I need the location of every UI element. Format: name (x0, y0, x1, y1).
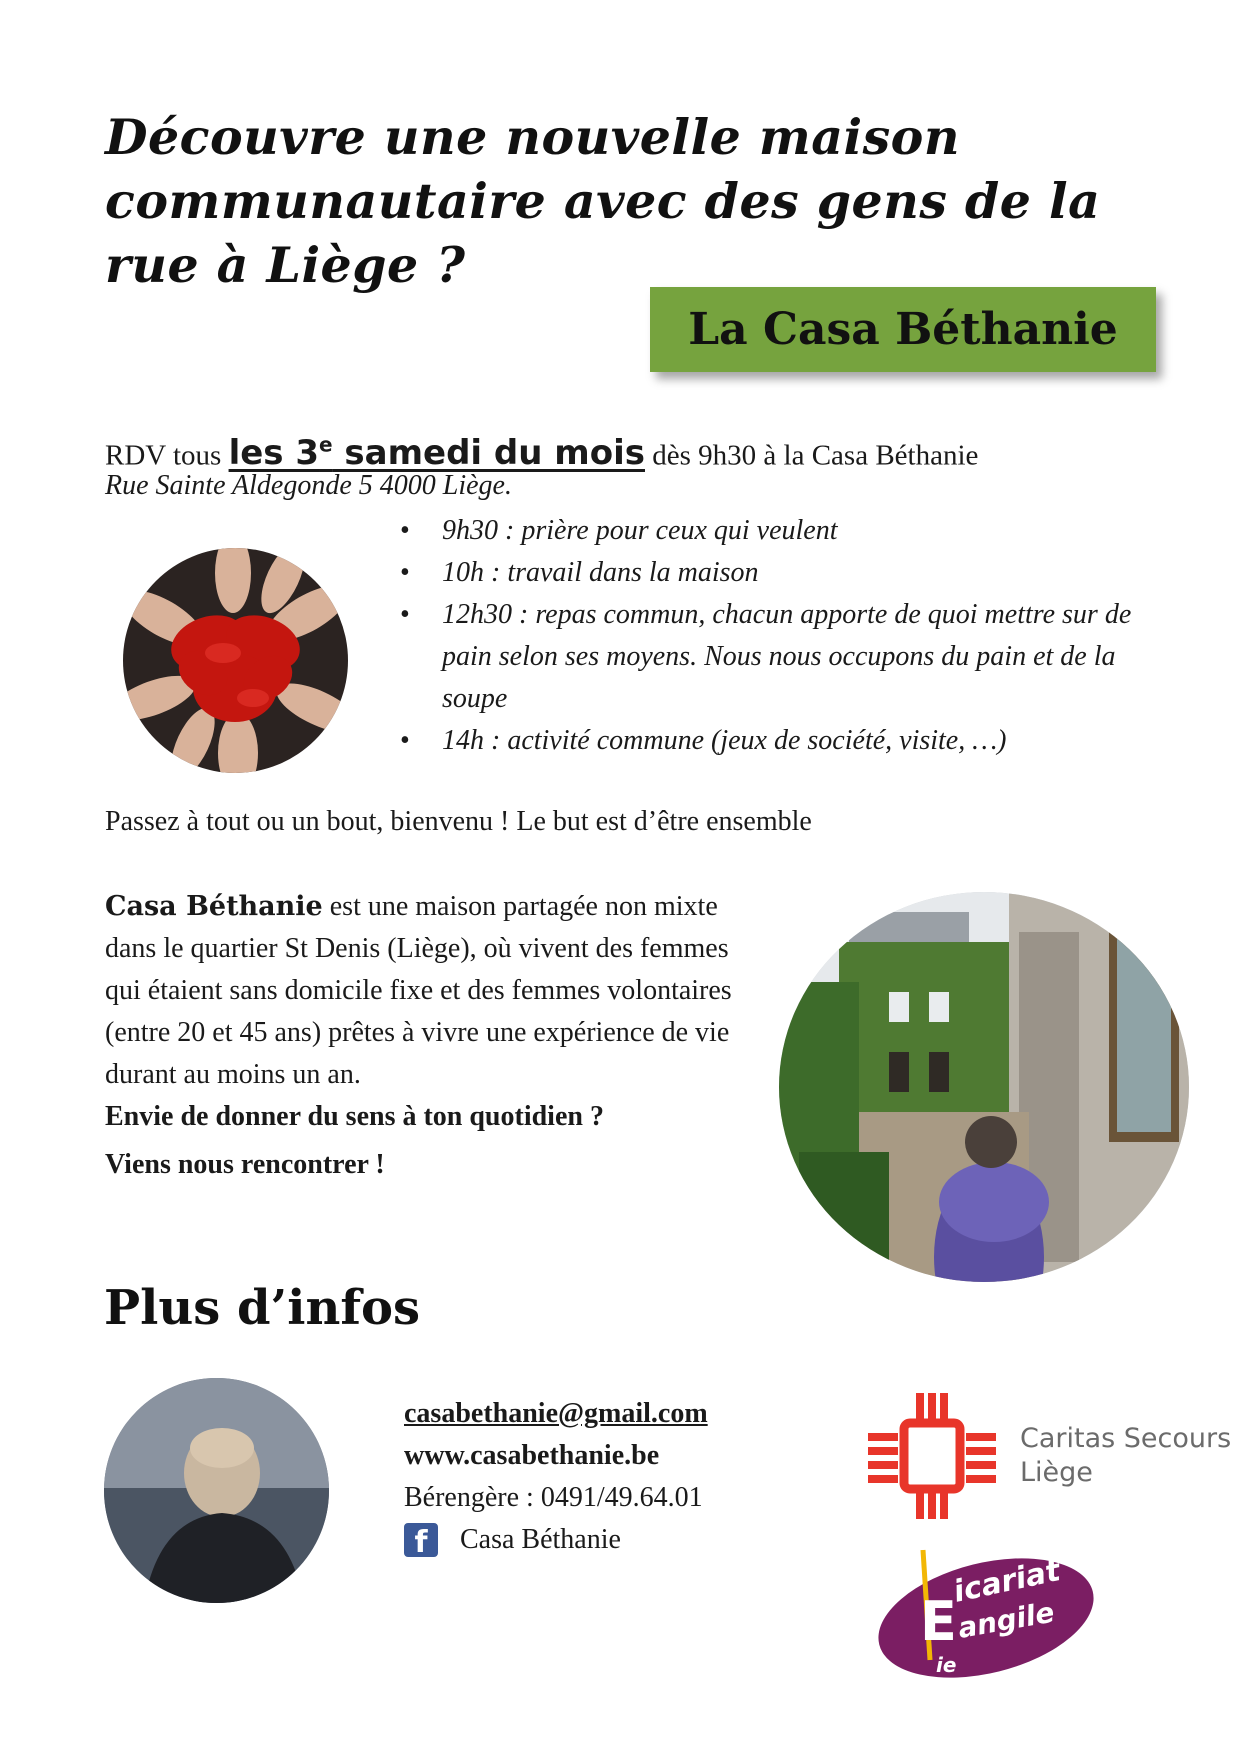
facebook-icon: f (404, 1523, 438, 1557)
hands-photo (123, 548, 348, 773)
woman-photo (104, 1378, 329, 1603)
welcome-text: Passez à tout ou un bout, bienvenu ! Le but est d’être ensemble (105, 806, 812, 837)
title-banner (650, 287, 1156, 372)
svg-text:ie: ie (936, 1653, 957, 1677)
about-cta: Viens nous rencontrer ! (105, 1149, 385, 1180)
rdv-highlight: les 3e samedi du mois (228, 433, 645, 474)
page-headline: Découvre une nouvelle maison communautaire avec des gens de la rue à Liège ? (105, 108, 1101, 294)
svg-text:E: E (920, 1590, 957, 1653)
svg-text:icariat: icariat (950, 1553, 1064, 1610)
schedule-item: • 9h30 : prière pour ceux qui veulent (400, 515, 838, 546)
schedule-item: • 10h : travail dans la maison (400, 557, 759, 588)
contact-block (404, 1393, 708, 1561)
vicariat-logo (868, 1540, 1108, 1680)
rdv-suffix: dès 9h30 à la Casa Béthanie (645, 439, 979, 472)
address: Rue Sainte Aldegonde 5 4000 Liège. (105, 470, 512, 501)
about-section (105, 886, 765, 1186)
about-description: Casa Béthanie est une maison partagée non mixte dans le quartier St Denis (Liège), où vivent des femmes qui étaient sans domicile fixe et des femmes volontaires (entre 20 et 45 ans) prêtes à vivre une expérience de vie durant au moins un an. (105, 891, 732, 1090)
facebook-link[interactable] (404, 1519, 708, 1561)
caritas-name: Caritas Secours Liège (1020, 1423, 1232, 1488)
banner-title: La Casa Béthanie (688, 304, 1118, 355)
phone-number: Bérengère : 0491/49.64.01 (404, 1482, 703, 1513)
website-link[interactable]: www.casabethanie.be (404, 1440, 660, 1471)
email-link[interactable]: casabethanie@gmail.com (404, 1398, 708, 1429)
schedule-item: • 14h : activité commune (jeux de société, visite, …) (400, 725, 1007, 756)
courtyard-photo (779, 892, 1189, 1282)
more-info-heading: Plus d’infos (104, 1280, 421, 1336)
schedule-item: • 12h30 : repas commun, chacun apporte de quoi mettre sur de pain selon ses moyens. Nous nous occupons du pain et de la soupe (400, 599, 1132, 714)
about-cta: Envie de donner du sens à ton quotidien ? (105, 1101, 604, 1132)
rdv-prefix: RDV tous (105, 439, 229, 472)
facebook-label: Casa Béthanie (460, 1524, 621, 1555)
caritas-cross-icon (868, 1393, 996, 1519)
about-name: Casa Béthanie (105, 891, 323, 922)
schedule-list (400, 510, 1160, 762)
svg-text:angile: angile (955, 1595, 1057, 1645)
